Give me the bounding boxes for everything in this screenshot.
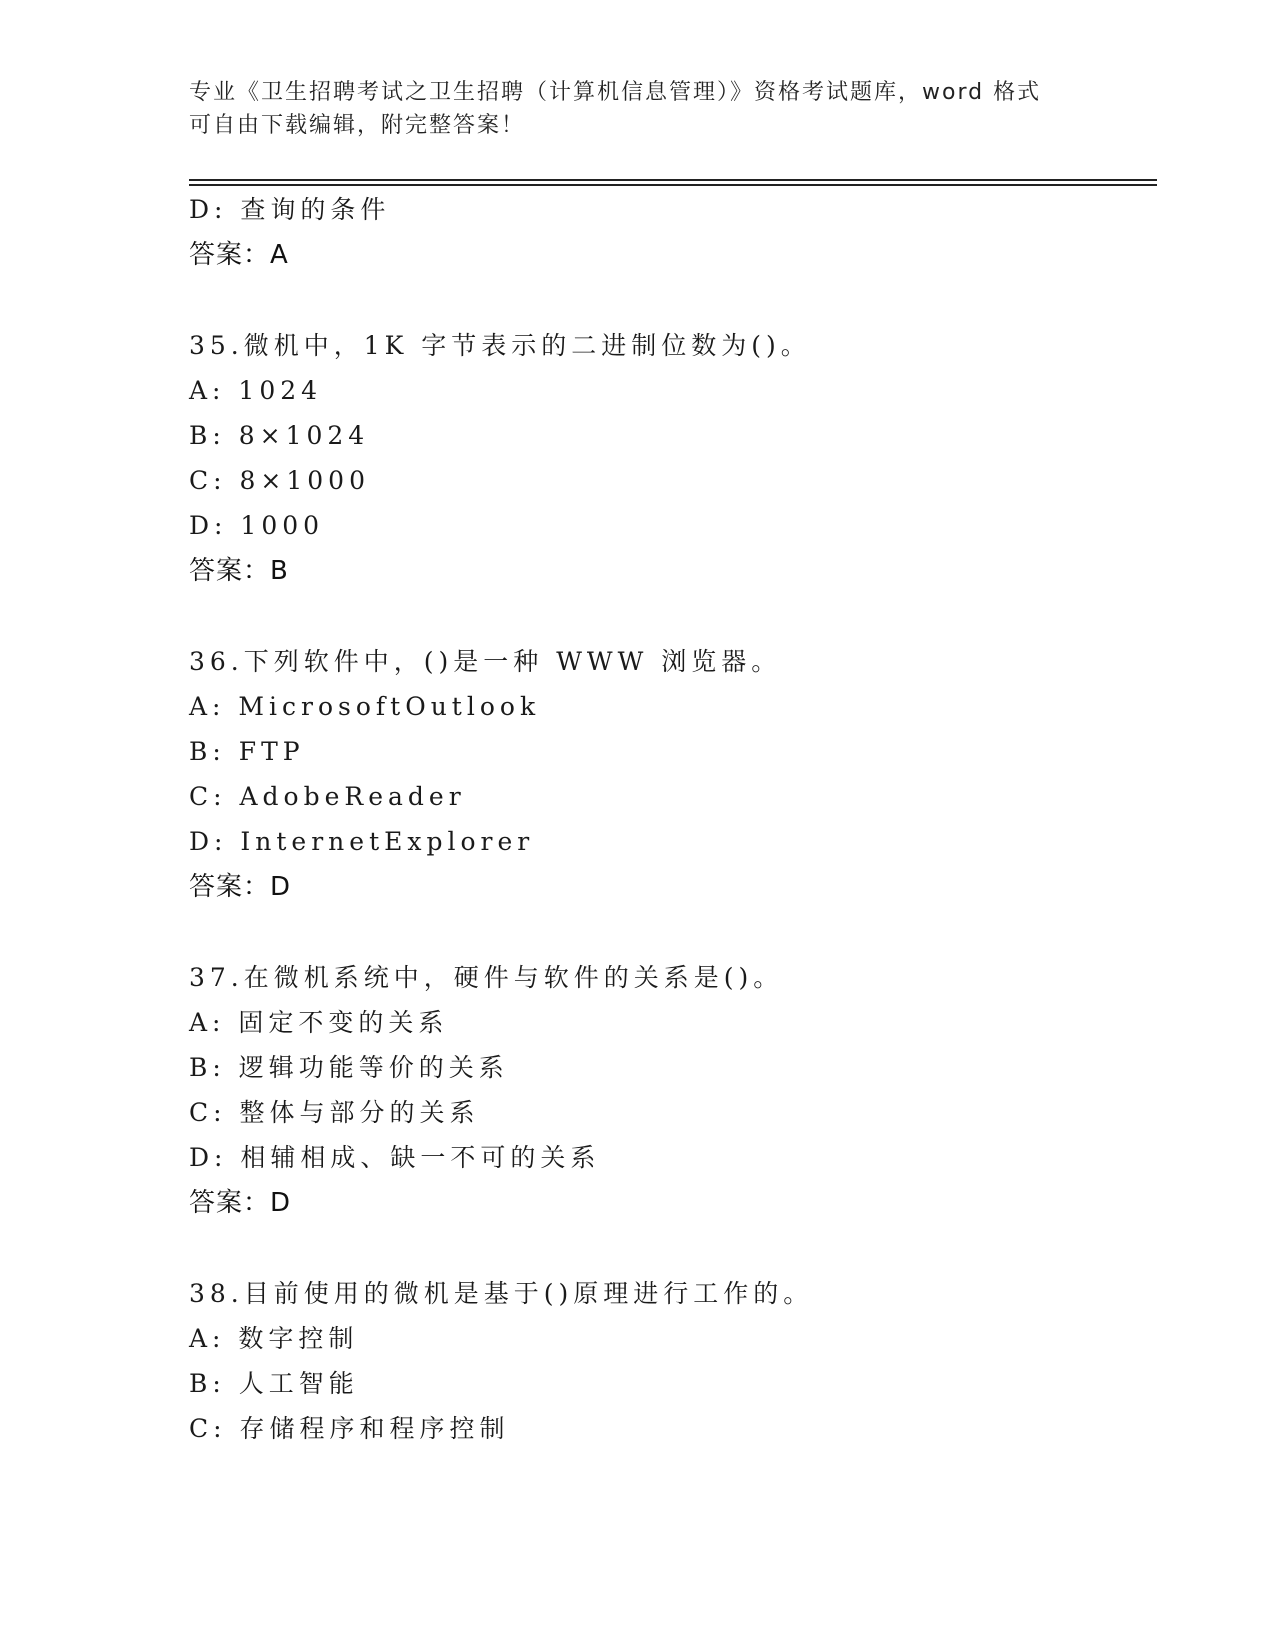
option-d-35: D: 1000 [189,511,325,540]
option-c-36: C: AdobeReader [189,782,466,811]
option-c-35: C: 8×1000 [189,466,370,495]
question-stem-37: 37.在微机系统中，硬件与软件的关系是()。 [189,963,784,992]
header-rule-bottom [189,184,1157,186]
header-line-1: 专业《卫生招聘考试之卫生招聘（计算机信息管理）》资格考试题库，word 格式 [189,80,1042,105]
option-d-36: D: InternetExplorer [189,827,535,856]
answer-37: 答案：D [189,1188,292,1218]
option-b-36: B: FTP [189,737,305,766]
option-d-prev: D: 查询的条件 [189,195,391,224]
option-b-38: B: 人工智能 [189,1369,359,1398]
option-b-35: B: 8×1024 [189,421,370,450]
option-a-35: A: 1024 [189,376,323,405]
option-c-38: C: 存储程序和程序控制 [189,1414,510,1443]
answer-36: 答案：D [189,872,292,902]
document-header [189,76,1089,142]
header-line-2: 可自由下载编辑，附完整答案！ [189,113,526,138]
answer-35: 答案：B [189,556,289,586]
answer-prev: 答案：A [189,240,289,270]
question-stem-35: 35.微机中，1K 字节表示的二进制位数为()。 [189,331,811,360]
option-a-36: A: MicrosoftOutlook [189,692,541,721]
question-stem-36: 36.下列软件中，()是一种 WWW 浏览器。 [189,647,782,676]
option-a-38: A: 数字控制 [189,1324,359,1353]
option-b-37: B: 逻辑功能等价的关系 [189,1053,509,1082]
header-rule-top [189,179,1157,181]
option-c-37: C: 整体与部分的关系 [189,1098,480,1127]
option-d-37: D: 相辅相成、缺一不可的关系 [189,1143,601,1172]
question-stem-38: 38.目前使用的微机是基于()原理进行工作的。 [189,1279,814,1308]
option-a-37: A: 固定不变的关系 [189,1008,449,1037]
